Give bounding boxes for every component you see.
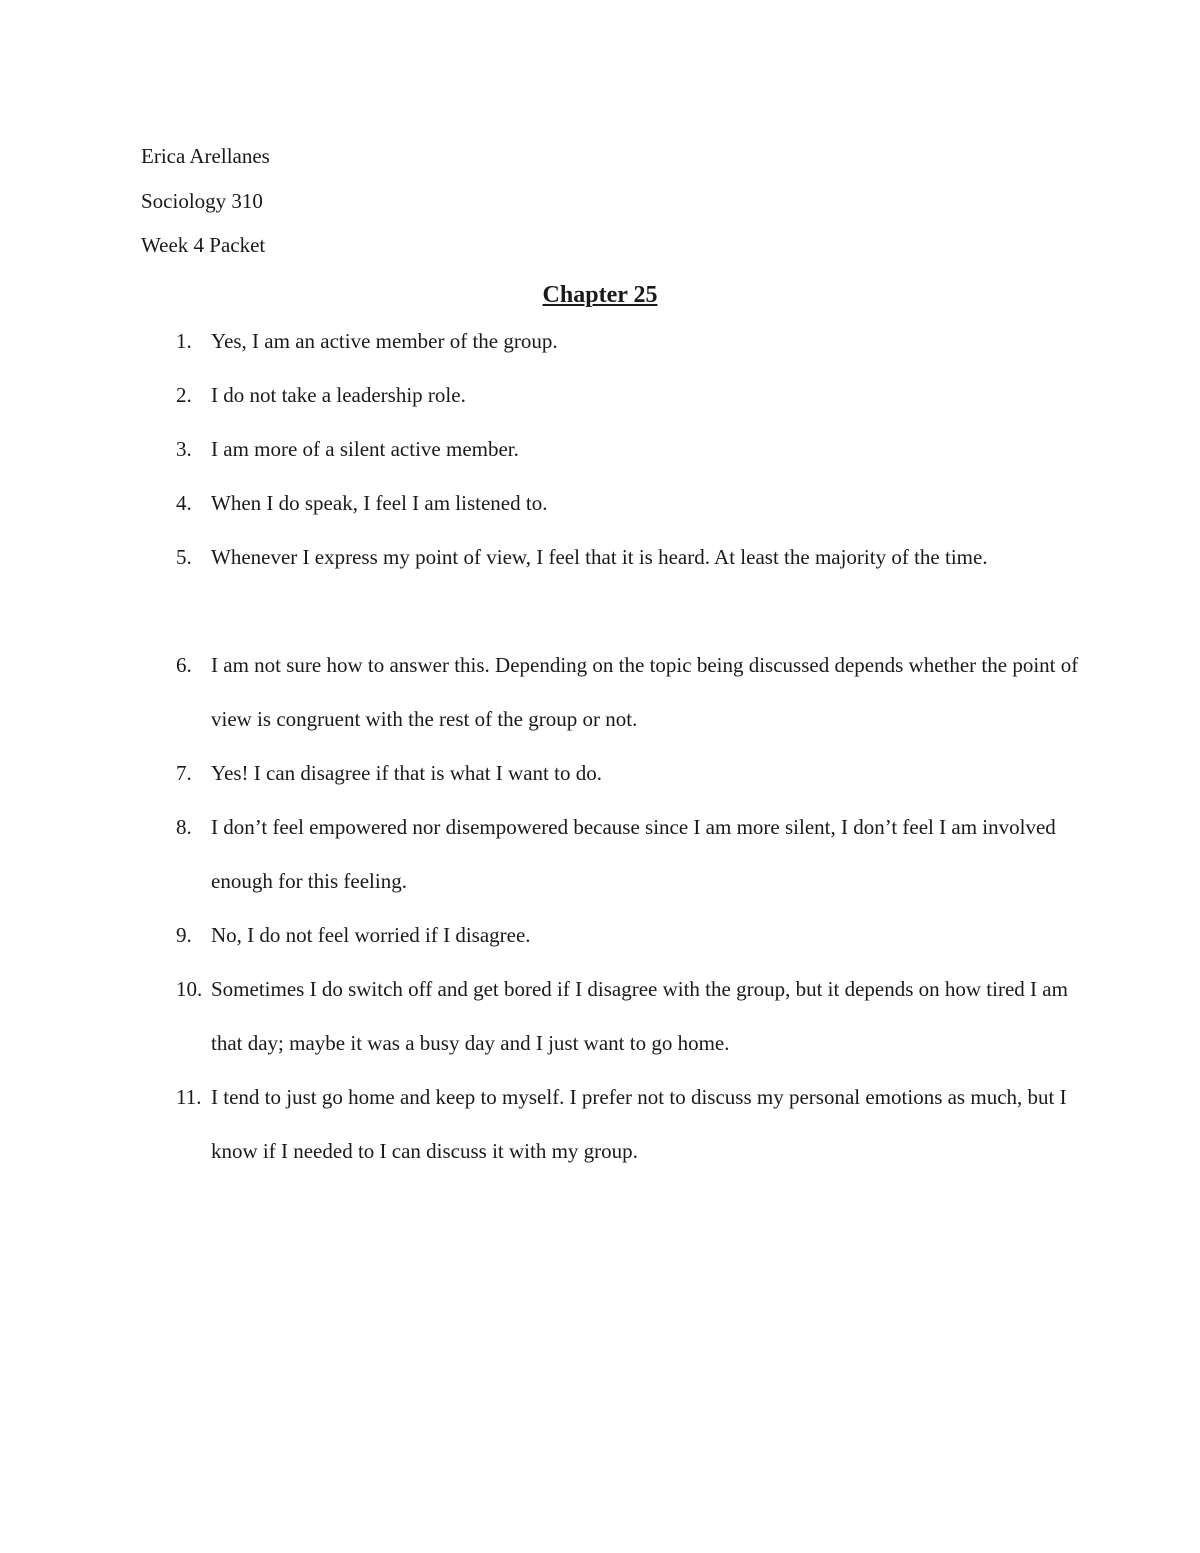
answer-number: 5. (176, 545, 192, 569)
answer-number: 2. (176, 383, 192, 407)
answer-number: 3. (176, 437, 192, 461)
answer-text: I tend to just go home and keep to myself. I prefer not to discuss my personal emotions as much, but I know if I needed to I can discuss it with my group. (211, 1085, 1067, 1163)
assignment-name: Week 4 Packet (141, 233, 266, 257)
answer-text: No, I do not feel worried if I disagree. (211, 923, 531, 947)
answer-number: 10. (176, 977, 203, 1001)
answer-number: 7. (176, 761, 192, 785)
answer-text: I am more of a silent active member. (211, 437, 519, 461)
course-name: Sociology 310 (141, 189, 263, 213)
answer-number: 1. (176, 329, 192, 353)
answer-text: Whenever I express my point of view, I feel that it is heard. At least the majority of the time. (211, 545, 988, 569)
student-name: Erica Arellanes (141, 144, 270, 168)
answer-text: I am not sure how to answer this. Depending on the topic being discussed depends whether the point of view is congruent with the rest of the group or not. (211, 653, 1079, 731)
answer-number: 4. (176, 491, 192, 515)
answer-text: Sometimes I do switch off and get bored if I disagree with the group, but it depends on how tired I am that day; maybe it was a busy day and I just want to go home. (211, 977, 1068, 1055)
answer-text: I do not take a leadership role. (211, 383, 466, 407)
answer-text: Yes, I am an active member of the group. (211, 329, 558, 353)
answer-number: 11. (176, 1085, 202, 1109)
answer-text: Yes! I can disagree if that is what I want to do. (211, 761, 602, 785)
answer-text: When I do speak, I feel I am listened to. (211, 491, 548, 515)
answer-number: 6. (176, 653, 192, 677)
answer-text: I don’t feel empowered nor disempowered because since I am more silent, I don’t feel I am involved enough for this feeling. (211, 815, 1056, 893)
chapter-title: Chapter 25 (542, 282, 658, 308)
answer-number: 9. (176, 923, 192, 947)
answer-number: 8. (176, 815, 192, 839)
